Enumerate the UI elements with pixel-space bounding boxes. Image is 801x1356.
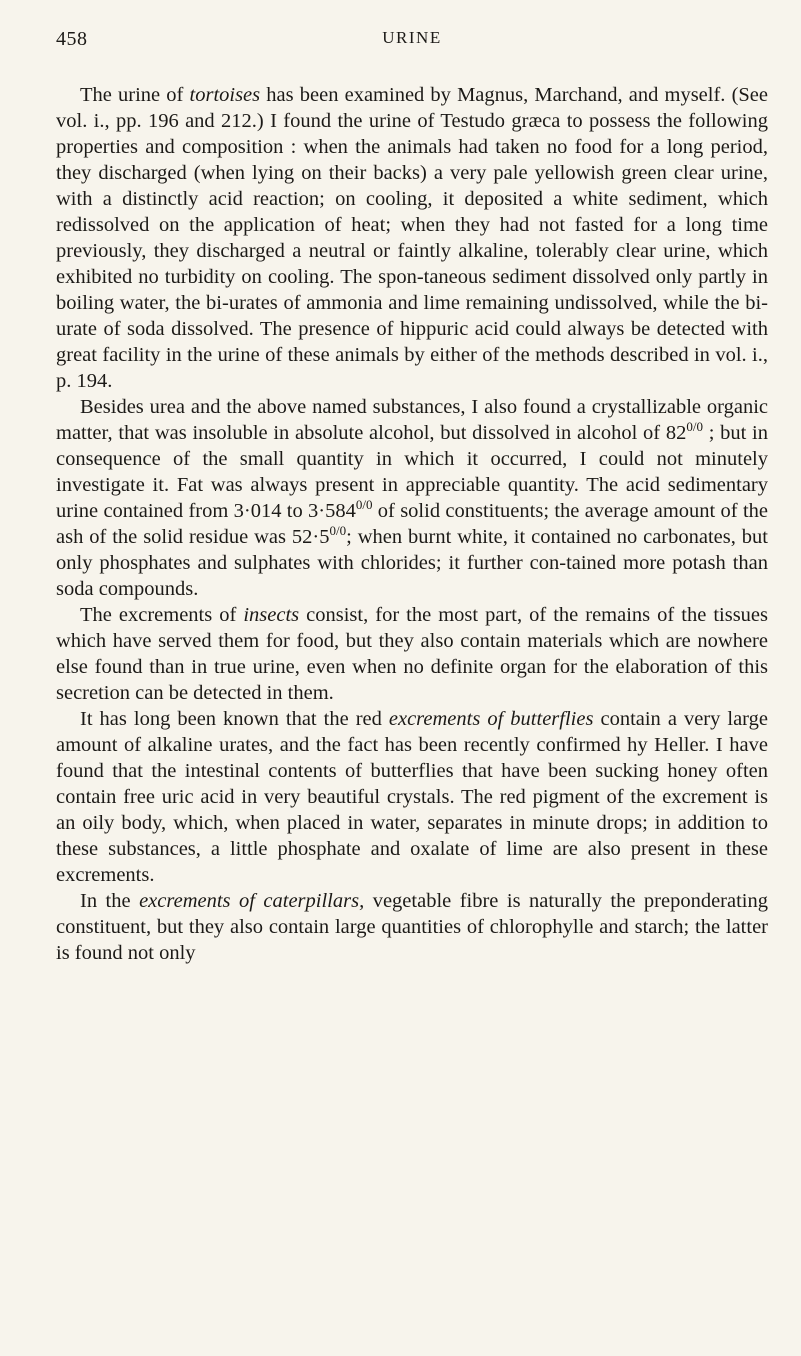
- italic-run: excrements of butterflies: [388, 708, 594, 730]
- italic-run: tortoises: [189, 84, 261, 106]
- text-run: In the: [80, 890, 140, 912]
- running-head: [56, 28, 768, 62]
- text-run: It has long been known that the red: [80, 708, 389, 730]
- paragraph-crystallizable-matter: [56, 394, 768, 602]
- percent-mark: 0/0: [686, 419, 703, 435]
- text-run: The excrements of: [80, 604, 244, 626]
- italic-run: excrements of caterpillars,: [139, 890, 365, 912]
- percent-mark: 0/0: [329, 523, 347, 539]
- paragraph-insects: [56, 602, 768, 706]
- paragraph-tortoises: [56, 82, 768, 394]
- text-run: ; but in consequence of the small quantity in which it occurred, I could not minutely investigate it. Fat was always present in appreciable quantity. The acid sedimentary urine contained from 3·014 to 3·584: [56, 422, 768, 522]
- text-run: ; when burnt white, it contained no carbonates, but only phosphates and sulphates with chlorides; it further con-tained more potash than soda compounds.: [56, 526, 768, 600]
- book-page: [56, 28, 768, 966]
- text-run: vegetable fibre is naturally the preponderating constituent, but they also contain large quantities of chlorophylle and starch; the latter is found not only: [56, 890, 768, 964]
- italic-run: insects: [243, 604, 300, 626]
- text-run: of solid constituents; the average amount of the ash of the solid residue was 52·5: [56, 500, 768, 548]
- body-text: [56, 82, 768, 966]
- running-head-title: URINE: [382, 28, 442, 47]
- text-run: has been examined by Magnus, Marchand, and myself. (See vol. i., pp. 196 and 212.) I found the urine of Testudo græca to possess the following properties and composition : when the animals had taken no food for a long period, they discharged (when lying on their backs) a very pale yellowish green clear urine, with a distinctly acid reaction; on cooling, it deposited a white sediment, which redissolved on the application of heat; when they had not fasted for a long time previously, they discharged a neutral or faintly alkaline, tolerably clear urine, which exhibited no turbidity on cooling. The spon-taneous sediment dissolved only partly in boiling water, the bi-urates of ammonia and lime remaining undissolved, while the bi-urate of soda dissolved. The presence of hippuric acid could always be detected with great facility in the urine of these animals by either of the methods described in vol. i., p. 194.: [56, 84, 769, 392]
- page-number: 458: [56, 28, 88, 50]
- paragraph-caterpillars: [56, 888, 768, 966]
- text-run: The urine of: [80, 84, 190, 106]
- text-run: consist, for the most part, of the remains of the tissues which have served them for food, but they also contain materials which are nowhere else found than in true urine, even when no definite organ for the elaboration of this secretion can be detected in them.: [56, 604, 768, 704]
- paragraph-butterflies: [56, 706, 768, 888]
- percent-mark: 0/0: [355, 497, 373, 513]
- text-run: Besides urea and the above named substances, I also found a crystallizable organic matter, that was insoluble in absolute alcohol, but dissolved in alcohol of 82: [56, 396, 768, 444]
- text-run: contain a very large amount of alkaline urates, and the fact has been recently confirmed hy Heller. I have found that the intestinal contents of butterflies that have been sucking honey often contain free uric acid in very beautiful crystals. The red pigment of the excrement is an oily body, which, when placed in water, separates in minute drops; in addition to these substances, a little phosphate and oxalate of lime are also present in these excrements.: [56, 708, 768, 886]
